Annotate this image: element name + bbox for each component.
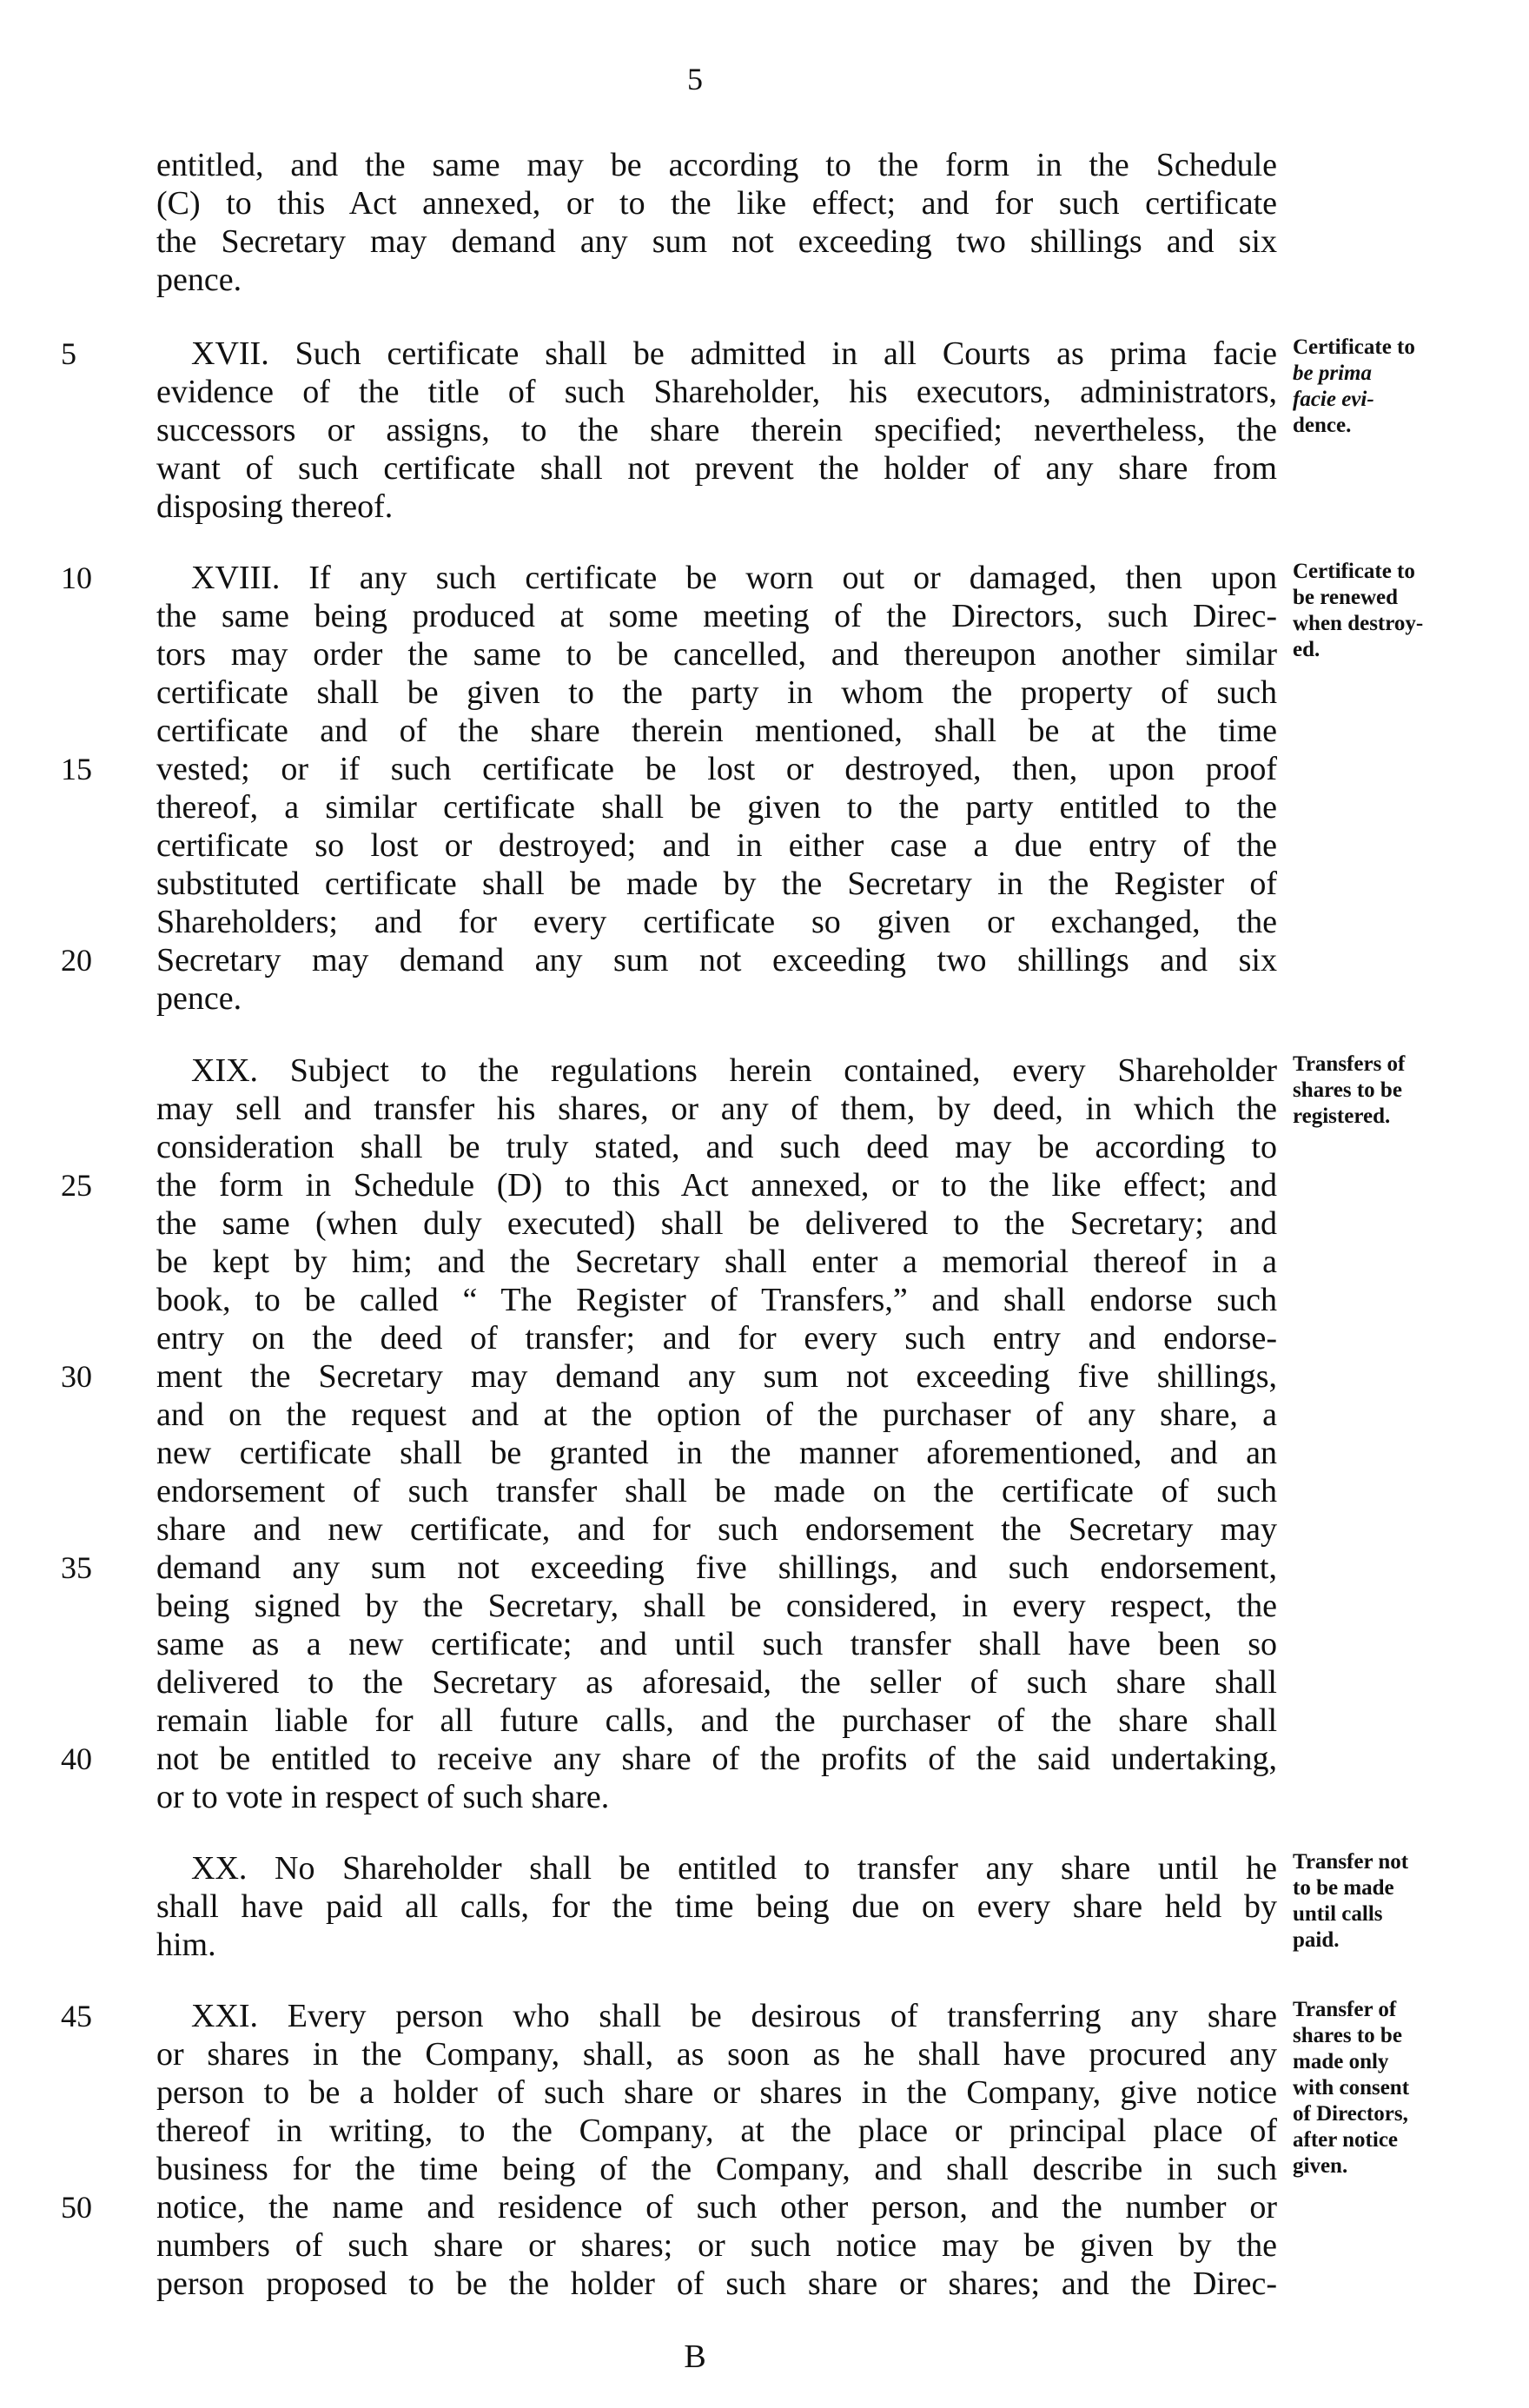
text-line: tors may order the same to be cancelled, and thereupon another similar bbox=[156, 636, 1277, 673]
margin-note-line: to be made bbox=[1293, 1876, 1394, 1900]
text-line: endorsement of such transfer shall be made on the certificate of such bbox=[156, 1473, 1277, 1509]
margin-note-line: after notice bbox=[1293, 2128, 1399, 2152]
text-line: the Secretary may demand any sum not exceeding two shillings and six bbox=[156, 223, 1277, 260]
margin-note-line: facie evi- bbox=[1293, 388, 1374, 411]
text-line: certificate shall be given to the party in whom the property of such bbox=[156, 674, 1277, 711]
margin-note-line: Transfer of bbox=[1293, 1998, 1397, 2021]
margin-note-line: Transfer not bbox=[1293, 1850, 1409, 1874]
text-line: thereof, a similar certificate shall be given to the party entitled to the bbox=[156, 789, 1277, 826]
text-line: XIX. Subject to the regulations herein contained, every Shareholder bbox=[191, 1052, 1277, 1089]
margin-note-line: when destroy- bbox=[1293, 612, 1424, 635]
margin-note-line: be renewed bbox=[1293, 586, 1399, 609]
text-line: thereof in writing, to the Company, at the place or principal place of bbox=[156, 2113, 1277, 2149]
margin-note bbox=[1293, 1051, 1493, 1130]
text-line: delivered to the Secretary as aforesaid, the seller of such share shall bbox=[156, 1664, 1277, 1701]
line-number: 15 bbox=[61, 752, 92, 786]
margin-note bbox=[1293, 559, 1493, 663]
text-line: the same (when duly executed) shall be delivered to the Secretary; and bbox=[156, 1205, 1277, 1242]
text-line: new certificate shall be granted in the manner aforementioned, and an bbox=[156, 1435, 1277, 1471]
margin-note bbox=[1293, 1849, 1493, 1954]
line-number: 5 bbox=[61, 336, 76, 371]
line-number: 25 bbox=[61, 1168, 92, 1203]
margin-note bbox=[1293, 335, 1493, 439]
text-line: consideration shall be truly stated, and such deed may be according to bbox=[156, 1129, 1277, 1165]
text-line: notice, the name and residence of such other person, and the number or bbox=[156, 2189, 1277, 2226]
margin-note-line: ed. bbox=[1293, 638, 1320, 661]
line-number: 35 bbox=[61, 1550, 92, 1585]
text-line: may sell and transfer his shares, or any of them, by deed, in which the bbox=[156, 1091, 1277, 1127]
margin-note-line: until calls bbox=[1293, 1902, 1383, 1926]
margin-note-line: shares to be bbox=[1293, 2024, 1402, 2047]
text-line: successors or assigns, to the share therein specified; nevertheless, the bbox=[156, 412, 1277, 448]
margin-note-line: made only bbox=[1293, 2050, 1389, 2073]
margin-note-line: Certificate to bbox=[1293, 335, 1415, 359]
line-number: 45 bbox=[61, 1999, 92, 2033]
text-line: share and new certificate, and for such endorsement the Secretary may bbox=[156, 1511, 1277, 1548]
margin-note bbox=[1293, 1997, 1493, 2179]
text-line: numbers of such share or shares; or such notice may be given by the bbox=[156, 2227, 1277, 2264]
text-line: XVII. Such certificate shall be admitted in all Courts as prima facie bbox=[191, 335, 1277, 372]
text-line: (C) to this Act annexed, or to the like effect; and for such certificate bbox=[156, 185, 1277, 222]
text-line: person proposed to be the holder of such share or shares; and the Direc- bbox=[156, 2265, 1277, 2302]
text-line: business for the time being of the Company, and shall describe in such bbox=[156, 2151, 1277, 2187]
text-line: certificate so lost or destroyed; and in either case a due entry of the bbox=[156, 827, 1277, 864]
text-line: and on the request and at the option of the purchaser of any share, a bbox=[156, 1396, 1277, 1433]
text-line: person to be a holder of such share or shares in the Company, give notice bbox=[156, 2074, 1277, 2111]
text-line: want of such certificate shall not prevent the holder of any share from bbox=[156, 450, 1277, 487]
text-line: remain liable for all future calls, and the purchaser of the share shall bbox=[156, 1702, 1277, 1739]
text-line: evidence of the title of such Shareholder, his executors, administrators, bbox=[156, 374, 1277, 410]
text-line: substituted certificate shall be made by the Secretary in the Register of bbox=[156, 866, 1277, 902]
text-line: ment the Secretary may demand any sum not exceeding five shillings, bbox=[156, 1358, 1277, 1395]
text-line: entry on the deed of transfer; and for every such entry and endorse- bbox=[156, 1320, 1277, 1357]
margin-note-line: shares to be bbox=[1293, 1078, 1402, 1102]
margin-note-line: with consent bbox=[1293, 2076, 1410, 2100]
text-line: vested; or if such certificate be lost or destroyed, then, upon proof bbox=[156, 751, 1277, 787]
margin-note-line: be prima bbox=[1293, 362, 1372, 385]
line-number: 40 bbox=[61, 1741, 92, 1776]
text-line: certificate and of the share therein mentioned, shall be at the time bbox=[156, 713, 1277, 749]
text-line: Secretary may demand any sum not exceeding two shillings and six bbox=[156, 942, 1277, 978]
text-line: entitled, and the same may be according to the form in the Schedule bbox=[156, 147, 1277, 183]
signature-mark: B bbox=[684, 2338, 706, 2375]
text-line: him. bbox=[156, 1927, 216, 1963]
text-line: pence. bbox=[156, 262, 242, 298]
line-number: 10 bbox=[61, 561, 92, 595]
text-line: demand any sum not exceeding five shillings, and such endorsement, bbox=[156, 1549, 1277, 1586]
line-number: 50 bbox=[61, 2190, 92, 2225]
margin-note-line: Transfers of bbox=[1293, 1052, 1406, 1076]
margin-note-line: paid. bbox=[1293, 1928, 1340, 1952]
margin-note-line: Certificate to bbox=[1293, 560, 1415, 583]
text-line: book, to be called “ The Register of Transfers,” and shall endorse such bbox=[156, 1282, 1277, 1318]
text-line: disposing thereof. bbox=[156, 488, 394, 525]
line-number: 30 bbox=[61, 1359, 92, 1394]
margin-note-line: dence. bbox=[1293, 414, 1352, 437]
line-number: 20 bbox=[61, 943, 92, 978]
text-line: XX. No Shareholder shall be entitled to transfer any share until he bbox=[191, 1850, 1277, 1887]
text-line: the same being produced at some meeting of the Directors, such Direc- bbox=[156, 598, 1277, 634]
text-line: be kept by him; and the Secretary shall enter a memorial thereof in a bbox=[156, 1244, 1277, 1280]
text-line: XVIII. If any such certificate be worn out or damaged, then upon bbox=[191, 560, 1277, 596]
page-number: 5 bbox=[687, 62, 703, 96]
text-line: not be entitled to receive any share of the profits of the said undertaking, bbox=[156, 1741, 1277, 1777]
text-line: XXI. Every person who shall be desirous of transferring any share bbox=[191, 1998, 1277, 2034]
margin-note-line: registered. bbox=[1293, 1104, 1391, 1128]
text-line: shall have paid all calls, for the time being due on every share held by bbox=[156, 1888, 1277, 1925]
text-line: Shareholders; and for every certificate so given or exchanged, the bbox=[156, 904, 1277, 940]
text-line: being signed by the Secretary, shall be considered, in every respect, the bbox=[156, 1588, 1277, 1624]
text-line: or to vote in respect of such share. bbox=[156, 1779, 610, 1815]
text-line: same as a new certificate; and until such transfer shall have been so bbox=[156, 1626, 1277, 1662]
text-line: the form in Schedule (D) to this Act annexed, or to the like effect; and bbox=[156, 1167, 1277, 1204]
margin-note-line: of Directors, bbox=[1293, 2102, 1408, 2126]
text-line: pence. bbox=[156, 980, 242, 1017]
text-line: or shares in the Company, shall, as soon as he shall have procured any bbox=[156, 2036, 1277, 2073]
margin-note-line: given. bbox=[1293, 2154, 1348, 2178]
